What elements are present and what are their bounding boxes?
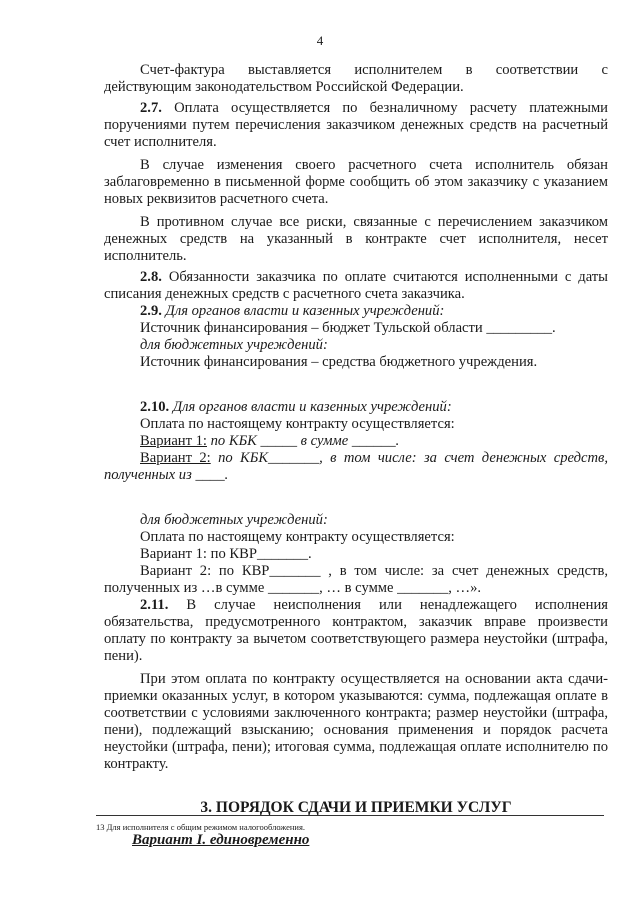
clause-number: 2.9. — [140, 303, 162, 319]
clause-2-10 — [104, 399, 608, 416]
clause-2-7-risks: В противном случае все риски, связанные с перечислением заказчиком денежных средств на указанный в контракте счет исполнителя, несет исполнитель. — [104, 214, 608, 264]
word: исполнителем — [354, 62, 443, 78]
kvr-variant-2: Вариант 2: по КВР_______ , в том числе: за счет денежных средств, полученных из …в сумме _______, … в сумме _______, …». — [104, 563, 608, 596]
clause-2-7-account-change: В случае изменения своего расчетного счета исполнитель обязан заблаговременно в письменной форме сообщить об этом заказчику с указанием новых реквизитов расчетного счета. — [104, 157, 608, 207]
invoice-line-2: действующим законодательством Российской Федерации. — [104, 79, 464, 95]
document-body — [104, 62, 608, 849]
variant-one-heading: Вариант I. единовременно — [132, 832, 310, 848]
clause-number: 2.8. — [140, 269, 162, 285]
word: соответствии — [495, 62, 579, 78]
clause-text: Обязанности заказчика по оплате считаются исполненными с даты списания денежных средств с расчетного счета заказчика. — [104, 269, 608, 302]
kbk-variant-1 — [104, 433, 608, 450]
page-number: 4 — [316, 33, 324, 48]
word: выставляется — [247, 62, 332, 78]
clause-2-9 — [104, 303, 608, 320]
word: в — [465, 62, 473, 78]
financing-source-regional: Источник финансирования – бюджет Тульской области _________. — [140, 320, 556, 336]
variant-text: по КБК_______, в том числе: за счет денежных средств, полученных из ____. — [104, 450, 609, 483]
authorities-note: Для органов власти и казенных учреждений: — [172, 399, 452, 415]
clause-number: 2.10. — [140, 399, 170, 415]
clause-2-11-act: При этом оплата по контракту осуществляется на основании акта сдачи-приемки оказанных услуг, в котором указываются: сумма, подлежащая оплате в соответствии с условиями заключенного контракта; размер неустойки (штрафа, пени), подлежащий взысканию; основания применения и порядок расчета неустойки (штрафа, пени); итоговая сумма, подлежащая оплате исполнителю по контракту. — [104, 671, 608, 772]
budgetary-note-2: для бюджетных учреждений: — [140, 512, 328, 528]
clause-text: Оплата осуществляется по безналичному расчету платежными поручениями путем перечисления заказчиком денежных средств на расчетный счет исполнителя. — [104, 100, 608, 150]
payment-intro-2: Оплата по настоящему контракту осуществляется: — [140, 529, 455, 545]
variant-text: по КБК _____ в сумме ______. — [206, 433, 400, 449]
clause-number: 2.7. — [140, 100, 162, 116]
kvr-variant-1: Вариант 1: по КВР_______. — [140, 546, 312, 562]
budgetary-note: для бюджетных учреждений: — [140, 337, 328, 353]
kbk-variant-2 — [104, 450, 608, 484]
invoice-line-1 — [104, 62, 608, 79]
authorities-note: Для органов власти и казенных учреждений: — [165, 303, 445, 319]
payment-intro: Оплата по настоящему контракту осуществляется: — [140, 416, 455, 432]
variant-label: Вариант 1: — [140, 433, 207, 449]
variant-label: Вариант 2: — [140, 450, 211, 466]
financing-source-budgetary: Источник финансирования – средства бюджетного учреждения. — [140, 354, 538, 370]
section-3-heading: 3. ПОРЯДОК СДАЧИ И ПРИЕМКИ УСЛУГ — [200, 799, 512, 816]
footnote: 13 Для исполнителя с общим режимом налогообложения. — [96, 822, 306, 832]
clause-text: В случае неисполнения или ненадлежащего исполнения обязательства, предусмотренного контрактом, заказчик вправе произвести оплату по контракту за вычетом соответствующего размера неустойки (штрафа, пени). — [104, 597, 608, 664]
clause-2-8 — [104, 269, 608, 303]
clause-2-7 — [104, 100, 608, 151]
word: Счет-фактура — [140, 62, 225, 78]
word: с — [601, 62, 608, 78]
footnote-divider — [96, 815, 604, 816]
clause-number: 2.11. — [140, 597, 169, 613]
clause-2-11 — [104, 597, 608, 665]
